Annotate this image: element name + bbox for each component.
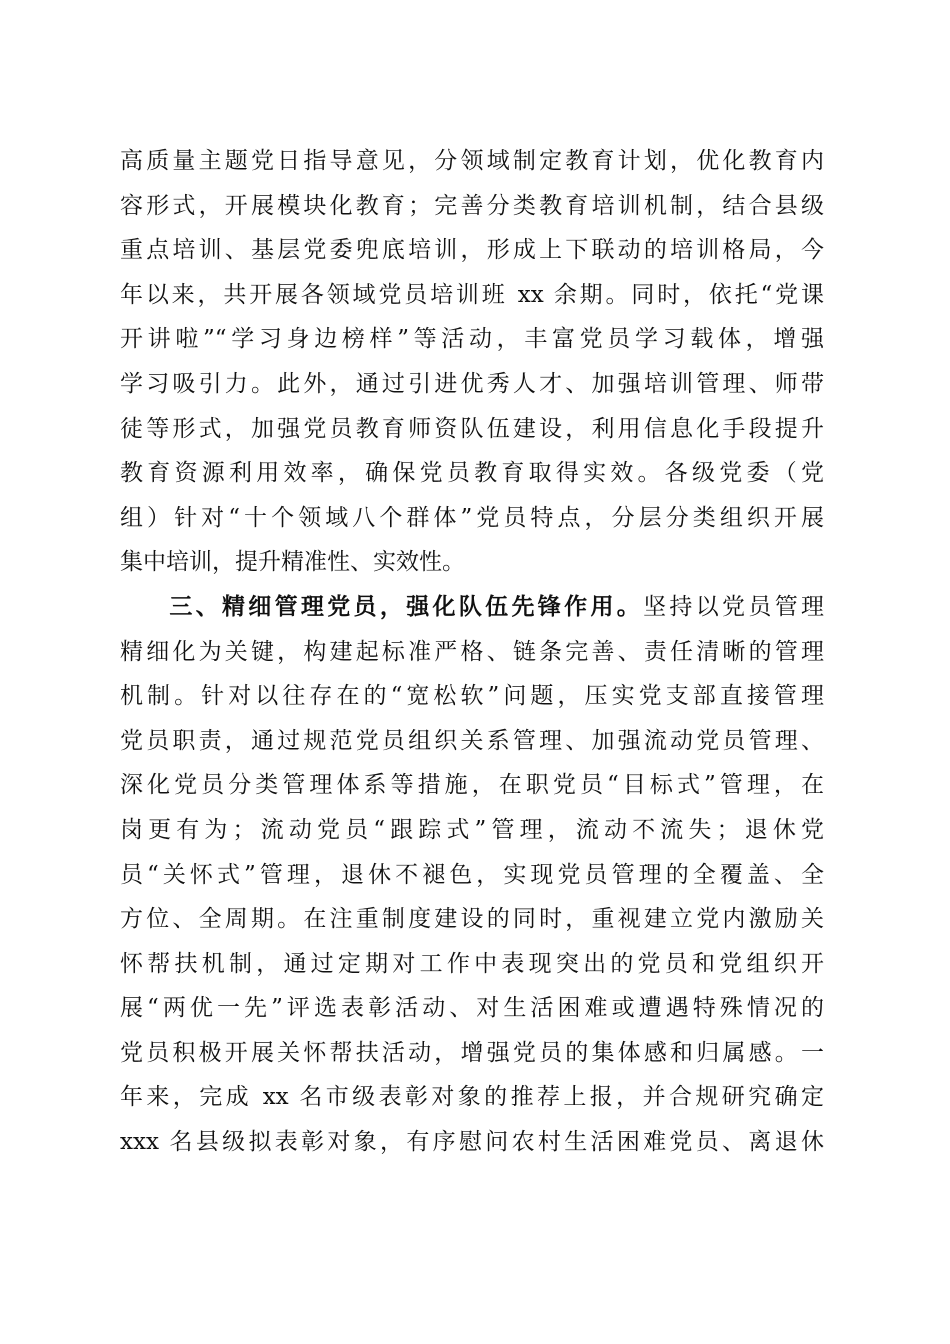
text-line: 岗更有为；流动党员“跟踪式”管理，流动不流失；退休党 — [120, 816, 824, 843]
text-line: 党员积极开展关怀帮扶活动，增强党员的集体感和归属感。一 — [120, 1039, 824, 1066]
text-line: 方位、全周期。在注重制度建设的同时，重视建立党内激励关 — [120, 906, 824, 933]
text-line: 深化党员分类管理体系等措施，在职党员“目标式”管理，在 — [120, 772, 824, 799]
text-line: 重点培训、基层党委兜底培训，形成上下联动的培训格局，今 — [120, 237, 824, 264]
text-line: 展“两优一先”评选表彰活动、对生活困难或遭遇特殊情况的 — [120, 995, 824, 1022]
text-line: 员“关怀式”管理，退休不褪色，实现党员管理的全覆盖、全 — [120, 861, 824, 888]
paragraph-first-line — [120, 585, 824, 630]
text-line: 集中培训，提升精准性、实效性。 — [120, 549, 465, 576]
paragraph-education — [120, 139, 824, 585]
text-line: 容形式，开展模块化教育；完善分类教育培训机制，结合县级 — [120, 192, 824, 219]
text-line: 精细化为关键，构建起标准严格、链条完善、责任清晰的管理 — [120, 638, 824, 665]
text-line: 年来，完成 xx 名市级表彰对象的推荐上报，并合规研究确定 — [120, 1084, 824, 1111]
heading-followup-text: 坚持以党员管理 — [643, 593, 824, 620]
text-line: 机制。针对以往存在的“宽松软”问题，压实党支部直接管理 — [120, 683, 824, 710]
text-line: 高质量主题党日指导意见，分领域制定教育计划，优化教育内 — [120, 148, 824, 174]
text-line: 年以来，共开展各领域党员培训班 xx 余期。同时，依托“党课 — [120, 281, 824, 308]
text-line: 党员职责，通过规范党员组织关系管理、加强流动党员管理、 — [120, 727, 824, 754]
text-line: xxx 名县级拟表彰对象，有序慰问农村生活困难党员、离退休 — [120, 1129, 824, 1156]
text-line: 组）针对“十个领域八个群体”党员特点，分层分类组织开展 — [120, 504, 824, 531]
text-line: 怀帮扶机制，通过定期对工作中表现突出的党员和党组织开 — [120, 950, 824, 977]
document-page — [120, 139, 824, 1165]
text-line: 教育资源利用效率，确保党员教育取得实效。各级党委（党 — [120, 460, 824, 487]
paragraph-management — [120, 585, 824, 1165]
text-line: 徒等形式，加强党员教育师资队伍建设，利用信息化手段提升 — [120, 415, 824, 442]
section-heading: 三、精细管理党员，强化队伍先锋作用。 — [166, 593, 644, 620]
text-line: 开讲啦”“学习身边榜样”等活动，丰富党员学习载体，增强 — [120, 326, 824, 353]
text-line: 学习吸引力。此外，通过引进优秀人才、加强培训管理、师带 — [120, 370, 824, 397]
